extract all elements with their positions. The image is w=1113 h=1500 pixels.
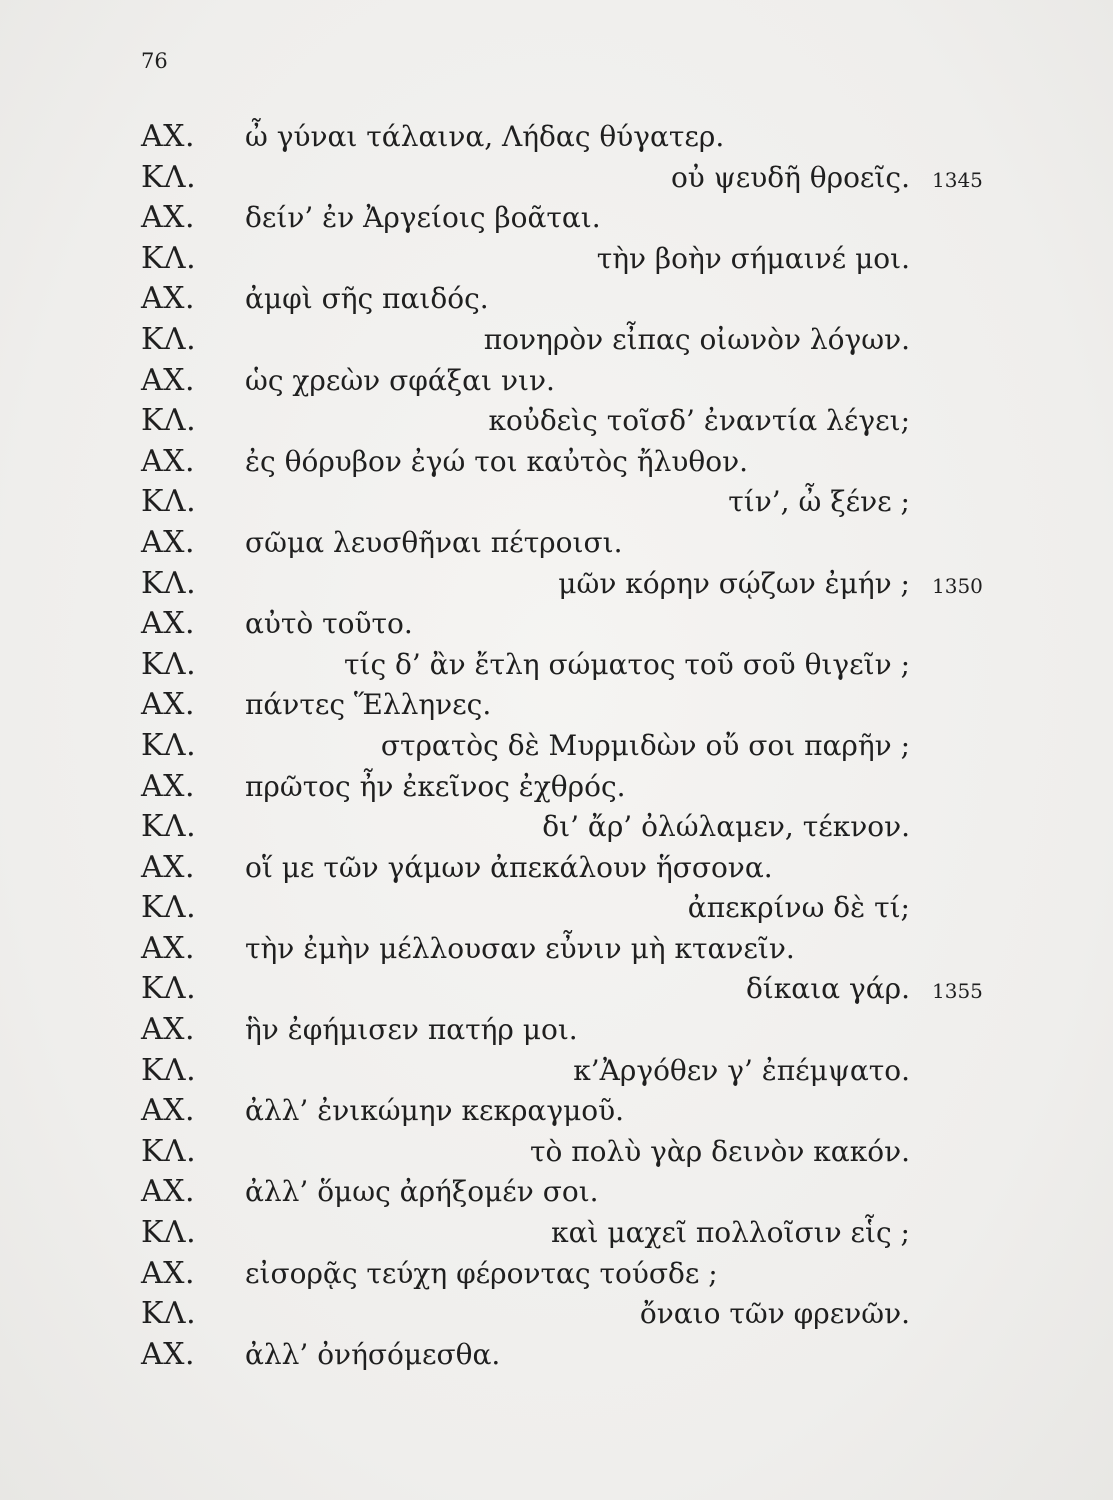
verse-text: τίν’, ὦ ξένε ;: [728, 485, 910, 519]
speaker-label: ΑΧ.: [141, 849, 196, 885]
verse-text: ἐς θόρυβον ἐγώ τοι καὐτὸς ἤλυθον.: [245, 444, 749, 478]
speaker-label: ΚΛ.: [141, 1133, 197, 1169]
speaker-label: ΑΧ.: [141, 1012, 196, 1048]
verse-text: κ’Ἀργόθεν γ’ ἐπέμψατο.: [573, 1053, 910, 1087]
speaker-label: ΑΧ.: [141, 606, 196, 642]
speaker-label: ΑΧ.: [141, 524, 196, 560]
speaker-label: ΚΛ.: [141, 565, 197, 601]
verse-text: δείν’ ἐν Ἀργείοις βοᾶται.: [245, 201, 601, 235]
line-number: 1355: [932, 979, 983, 1004]
verse-line: [0, 726, 1113, 767]
verse-line: [0, 1294, 1113, 1335]
verse-line: [0, 1172, 1113, 1213]
speaker-label: ΑΧ.: [141, 443, 196, 479]
verse-text: κοὐδεὶς τοῖσδ’ ἐναντία λέγει;: [488, 404, 910, 438]
speaker-label: ΚΛ.: [141, 240, 197, 276]
verse-line: [0, 198, 1113, 239]
verse-text: οἵ με τῶν γάμων ἀπεκάλουν ἥσσονα.: [245, 850, 773, 884]
verse-line: [0, 564, 1113, 605]
verse-line: [0, 807, 1113, 848]
speaker-label: ΚΛ.: [141, 890, 197, 926]
verse-text: τὴν βοὴν σήμαινέ μοι.: [596, 241, 910, 275]
verse-text: καὶ μαχεῖ πολλοῖσιν εἷς ;: [551, 1216, 910, 1250]
speaker-label: ΑΧ.: [141, 281, 196, 317]
verse-text: ἀλλ’ ἐνικώμην κεκραγμοῦ.: [245, 1094, 625, 1128]
speaker-label: ΚΛ.: [141, 484, 197, 520]
speaker-label: ΚΛ.: [141, 971, 197, 1007]
verse-line: [0, 969, 1113, 1010]
verse-text: τὴν ἐμὴν μέλλουσαν εὖνιν μὴ κτανεῖν.: [245, 931, 795, 965]
verse-line: [0, 523, 1113, 564]
speaker-label: ΑΧ.: [141, 1336, 196, 1372]
speaker-label: ΑΧ.: [141, 1174, 196, 1210]
verse-text: αὐτὸ τοῦτο.: [245, 607, 413, 641]
speaker-label: ΑΧ.: [141, 1255, 196, 1291]
verse-line: [0, 1091, 1113, 1132]
speaker-label: ΚΛ.: [141, 1296, 197, 1332]
verse-text: ὄναιο τῶν φρενῶν.: [639, 1297, 910, 1331]
speaker-label: ΚΛ.: [141, 403, 197, 439]
speaker-label: ΑΧ.: [141, 768, 196, 804]
verse-text: πρῶτος ἦν ἐκεῖνος ἐχθρός.: [245, 769, 626, 803]
speaker-label: ΚΛ.: [141, 159, 197, 195]
verse-text: πάντες Ἕλληνες.: [245, 688, 492, 722]
verse-text: τίς δ’ ἂν ἔτλη σώματος τοῦ σοῦ θιγεῖν ;: [343, 647, 910, 681]
verse-line: [0, 685, 1113, 726]
speaker-label: ΚΛ.: [141, 321, 197, 357]
verse-text: πονηρὸν εἶπας οἰωνὸν λόγων.: [483, 322, 910, 356]
verse-line: [0, 158, 1113, 199]
verse-text: ὡς χρεὼν σφάξαι νιν.: [245, 363, 555, 397]
verse-text: εἰσορᾷς τεύχη φέροντας τούσδε ;: [245, 1256, 718, 1290]
verse-line: [0, 645, 1113, 686]
speaker-label: ΚΛ.: [141, 646, 197, 682]
verse-text: ἀμφὶ σῆς παιδός.: [245, 282, 489, 316]
verse-text: ἀπεκρίνω δὲ τί;: [687, 891, 910, 925]
verse-lines: [0, 117, 1113, 1375]
verse-line: [0, 888, 1113, 929]
verse-text: ἀλλ’ ὅμως ἀρήξομέν σοι.: [245, 1175, 599, 1209]
verse-text: δίκαια γάρ.: [745, 972, 910, 1006]
verse-line: [0, 604, 1113, 645]
verse-text: ἀλλ’ ὀνήσόμεσθα.: [245, 1337, 501, 1371]
verse-line: [0, 767, 1113, 808]
speaker-label: ΑΧ.: [141, 930, 196, 966]
verse-line: [0, 401, 1113, 442]
verse-line: [0, 848, 1113, 889]
verse-line: [0, 361, 1113, 402]
verse-line: [0, 1132, 1113, 1173]
speaker-label: ΑΧ.: [141, 200, 196, 236]
page-number: 76: [141, 49, 168, 73]
verse-text: ὦ γύναι τάλαινα, Λήδας θύγατερ.: [245, 120, 725, 153]
speaker-label: ΚΛ.: [141, 1052, 197, 1088]
verse-text: σῶμα λευσθῆναι πέτροισι.: [245, 525, 623, 559]
line-number: 1345: [932, 167, 983, 192]
verse-text: ἣν ἐφήμισεν πατήρ μοι.: [245, 1013, 578, 1047]
verse-line: [0, 442, 1113, 483]
verse-line: [0, 482, 1113, 523]
verse-line: [0, 1010, 1113, 1051]
verse-line: [0, 1254, 1113, 1295]
verse-line: [0, 279, 1113, 320]
speaker-label: ΑΧ.: [141, 1093, 196, 1129]
speaker-label: ΑΧ.: [141, 362, 196, 398]
speaker-label: ΚΛ.: [141, 1215, 197, 1251]
verse-text: μῶν κόρην σῴζων ἐμήν ;: [558, 566, 910, 600]
verse-line: [0, 1051, 1113, 1092]
speaker-label: ΑΧ.: [141, 687, 196, 723]
verse-text: στρατὸς δὲ Μυρμιδὼν οὔ σοι παρῆν ;: [380, 728, 910, 762]
line-number: 1350: [932, 573, 983, 598]
verse-line: [0, 1335, 1113, 1376]
verse-line: [0, 1213, 1113, 1254]
verse-line: [0, 239, 1113, 280]
verse-text: οὐ ψευδῆ θροεῖς.: [670, 160, 910, 194]
verse-line: [0, 929, 1113, 970]
speaker-label: ΚΛ.: [141, 809, 197, 845]
verse-line: [0, 320, 1113, 361]
speaker-label: ΑΧ.: [141, 119, 196, 154]
verse-text: τὸ πολὺ γὰρ δεινὸν κακόν.: [529, 1134, 910, 1168]
verse-line: [0, 117, 1113, 158]
verse-text: δι’ ἄρ’ ὀλώλαμεν, τέκνον.: [542, 810, 910, 844]
speaker-label: ΚΛ.: [141, 727, 197, 763]
